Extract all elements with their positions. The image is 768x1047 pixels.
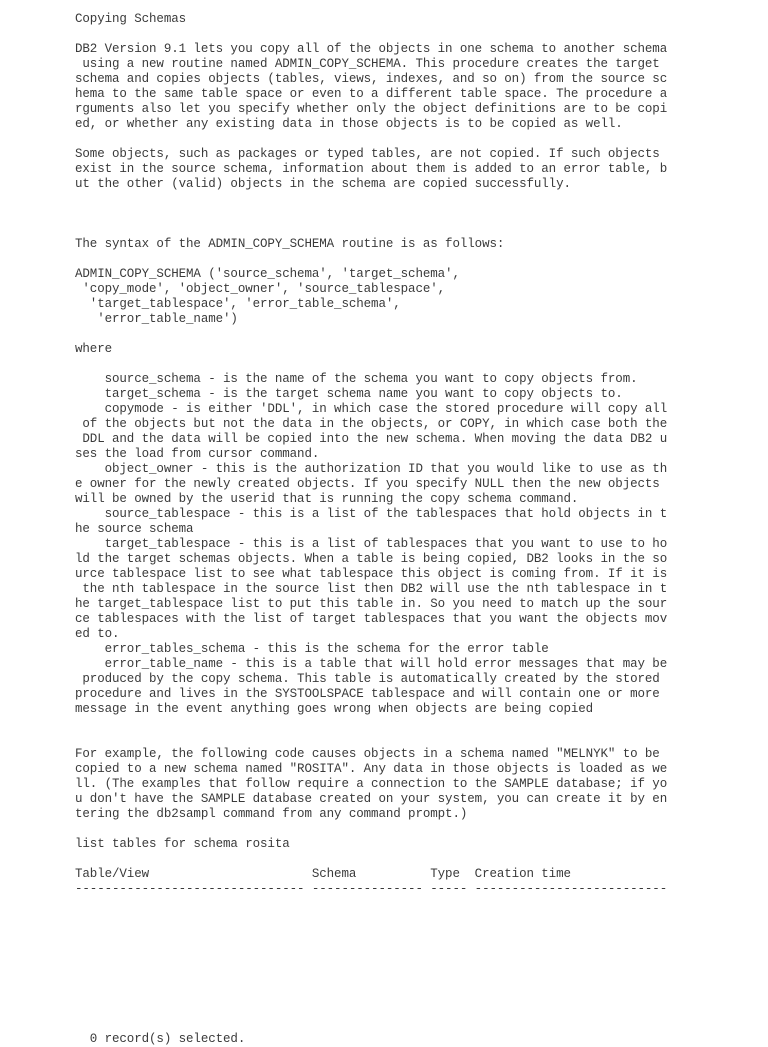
blank-space bbox=[75, 897, 675, 1032]
parameter-description-line: copymode - is either 'DDL', in which case the stored procedure will copy all bbox=[75, 402, 668, 416]
parameter-description-line: target_tablespace - this is a list of tablespaces that you want to use to ho bbox=[75, 537, 668, 551]
result-header-row: Table/View Schema Type Creation time bbox=[75, 867, 571, 881]
notes-paragraph-line: exist in the source schema, information about them is added to an error table, b bbox=[75, 162, 668, 176]
blank-space bbox=[75, 252, 675, 267]
parameter-description-line: error_tables_schema - this is the schema for the error table bbox=[75, 642, 549, 656]
blank-space bbox=[75, 27, 675, 42]
blank-space bbox=[75, 852, 675, 867]
document-title: Copying Schemas bbox=[75, 12, 187, 26]
result-header-divider: ------------------------------- --------------- ----- -------------------------- bbox=[75, 882, 668, 896]
document-body bbox=[75, 12, 675, 1047]
parameter-description-line: he target_tablespace list to put this table in. So you need to match up the sour bbox=[75, 597, 668, 611]
intro-paragraph-line: using a new routine named ADMIN_COPY_SCHEMA. This procedure creates the target bbox=[75, 57, 660, 71]
parameter-description-line: source_tablespace - this is a list of the tablespaces that hold objects in t bbox=[75, 507, 668, 521]
blank-space bbox=[75, 822, 675, 837]
parameter-description-line: the nth tablespace in the source list then DB2 will use the nth tablespace in t bbox=[75, 582, 668, 596]
blank-space bbox=[75, 327, 675, 342]
blank-space bbox=[75, 357, 675, 372]
syntax-line: 'error_table_name') bbox=[75, 312, 238, 326]
example-paragraph-line: u don't have the SAMPLE database created on your system, you can create it by en bbox=[75, 792, 668, 806]
parameter-description-line: source_schema - is the name of the schema you want to copy objects from. bbox=[75, 372, 638, 386]
command-line: list tables for schema rosita bbox=[75, 837, 290, 851]
parameter-description-line: produced by the copy schema. This table is automatically created by the stored bbox=[75, 672, 660, 686]
parameter-description-line: procedure and lives in the SYSTOOLSPACE tablespace and will contain one or more bbox=[75, 687, 660, 701]
intro-paragraph-line: hema to the same table space or even to a different table space. The procedure a bbox=[75, 87, 668, 101]
parameter-description-line: will be owned by the userid that is running the copy schema command. bbox=[75, 492, 579, 506]
intro-paragraph-line: rguments also let you specify whether only the object definitions are to be copi bbox=[75, 102, 668, 116]
parameter-description-line: target_schema - is the target schema name you want to copy objects to. bbox=[75, 387, 623, 401]
parameter-description-line: urce tablespace list to see what tablespace this object is coming from. If it is bbox=[75, 567, 668, 581]
syntax-line: 'target_tablespace', 'error_table_schema', bbox=[75, 297, 401, 311]
parameter-description-line: DDL and the data will be copied into the new schema. When moving the data DB2 u bbox=[75, 432, 668, 446]
syntax-line: ADMIN_COPY_SCHEMA ('source_schema', 'target_schema', bbox=[75, 267, 460, 281]
notes-paragraph-line: Some objects, such as packages or typed tables, are not copied. If such objects bbox=[75, 147, 660, 161]
parameter-description-line: of the objects but not the data in the objects, or COPY, in which case both the bbox=[75, 417, 668, 431]
parameter-description-line: object_owner - this is the authorization ID that you would like to use as th bbox=[75, 462, 668, 476]
parameter-description-line: message in the event anything goes wrong when objects are being copied bbox=[75, 702, 594, 716]
parameter-description-line: ce tablespaces with the list of target tablespaces that you want the objects mov bbox=[75, 612, 668, 626]
example-paragraph-line: copied to a new schema named "ROSITA". Any data in those objects is loaded as we bbox=[75, 762, 668, 776]
example-paragraph-line: ll. (The examples that follow require a connection to the SAMPLE database; if yo bbox=[75, 777, 668, 791]
parameter-description-line: he source schema bbox=[75, 522, 194, 536]
record-count: 0 record(s) selected. bbox=[75, 1032, 246, 1046]
blank-space bbox=[75, 132, 675, 147]
notes-paragraph-line: ut the other (valid) objects in the schema are copied successfully. bbox=[75, 177, 571, 191]
parameter-description-line: e owner for the newly created objects. If you specify NULL then the new objects bbox=[75, 477, 660, 491]
where-label: where bbox=[75, 342, 113, 356]
intro-paragraph-line: ed, or whether any existing data in those objects is to be copied as well. bbox=[75, 117, 623, 131]
syntax-line: 'copy_mode', 'object_owner', 'source_tablespace', bbox=[75, 282, 446, 296]
example-paragraph-line: For example, the following code causes objects in a schema named "MELNYK" to be bbox=[75, 747, 660, 761]
intro-paragraph-line: schema and copies objects (tables, views, indexes, and so on) from the source sc bbox=[75, 72, 668, 86]
parameter-description-line: error_table_name - this is a table that will hold error messages that may be bbox=[75, 657, 668, 671]
syntax-intro: The syntax of the ADMIN_COPY_SCHEMA routine is as follows: bbox=[75, 237, 505, 251]
example-paragraph-line: tering the db2sampl command from any command prompt.) bbox=[75, 807, 468, 821]
blank-space bbox=[75, 717, 675, 747]
intro-paragraph-line: DB2 Version 9.1 lets you copy all of the objects in one schema to another schema bbox=[75, 42, 668, 56]
parameter-description-line: ed to. bbox=[75, 627, 120, 641]
blank-space bbox=[75, 192, 675, 237]
parameter-description-line: ses the load from cursor command. bbox=[75, 447, 320, 461]
parameter-description-line: ld the target schemas objects. When a table is being copied, DB2 looks in the so bbox=[75, 552, 668, 566]
